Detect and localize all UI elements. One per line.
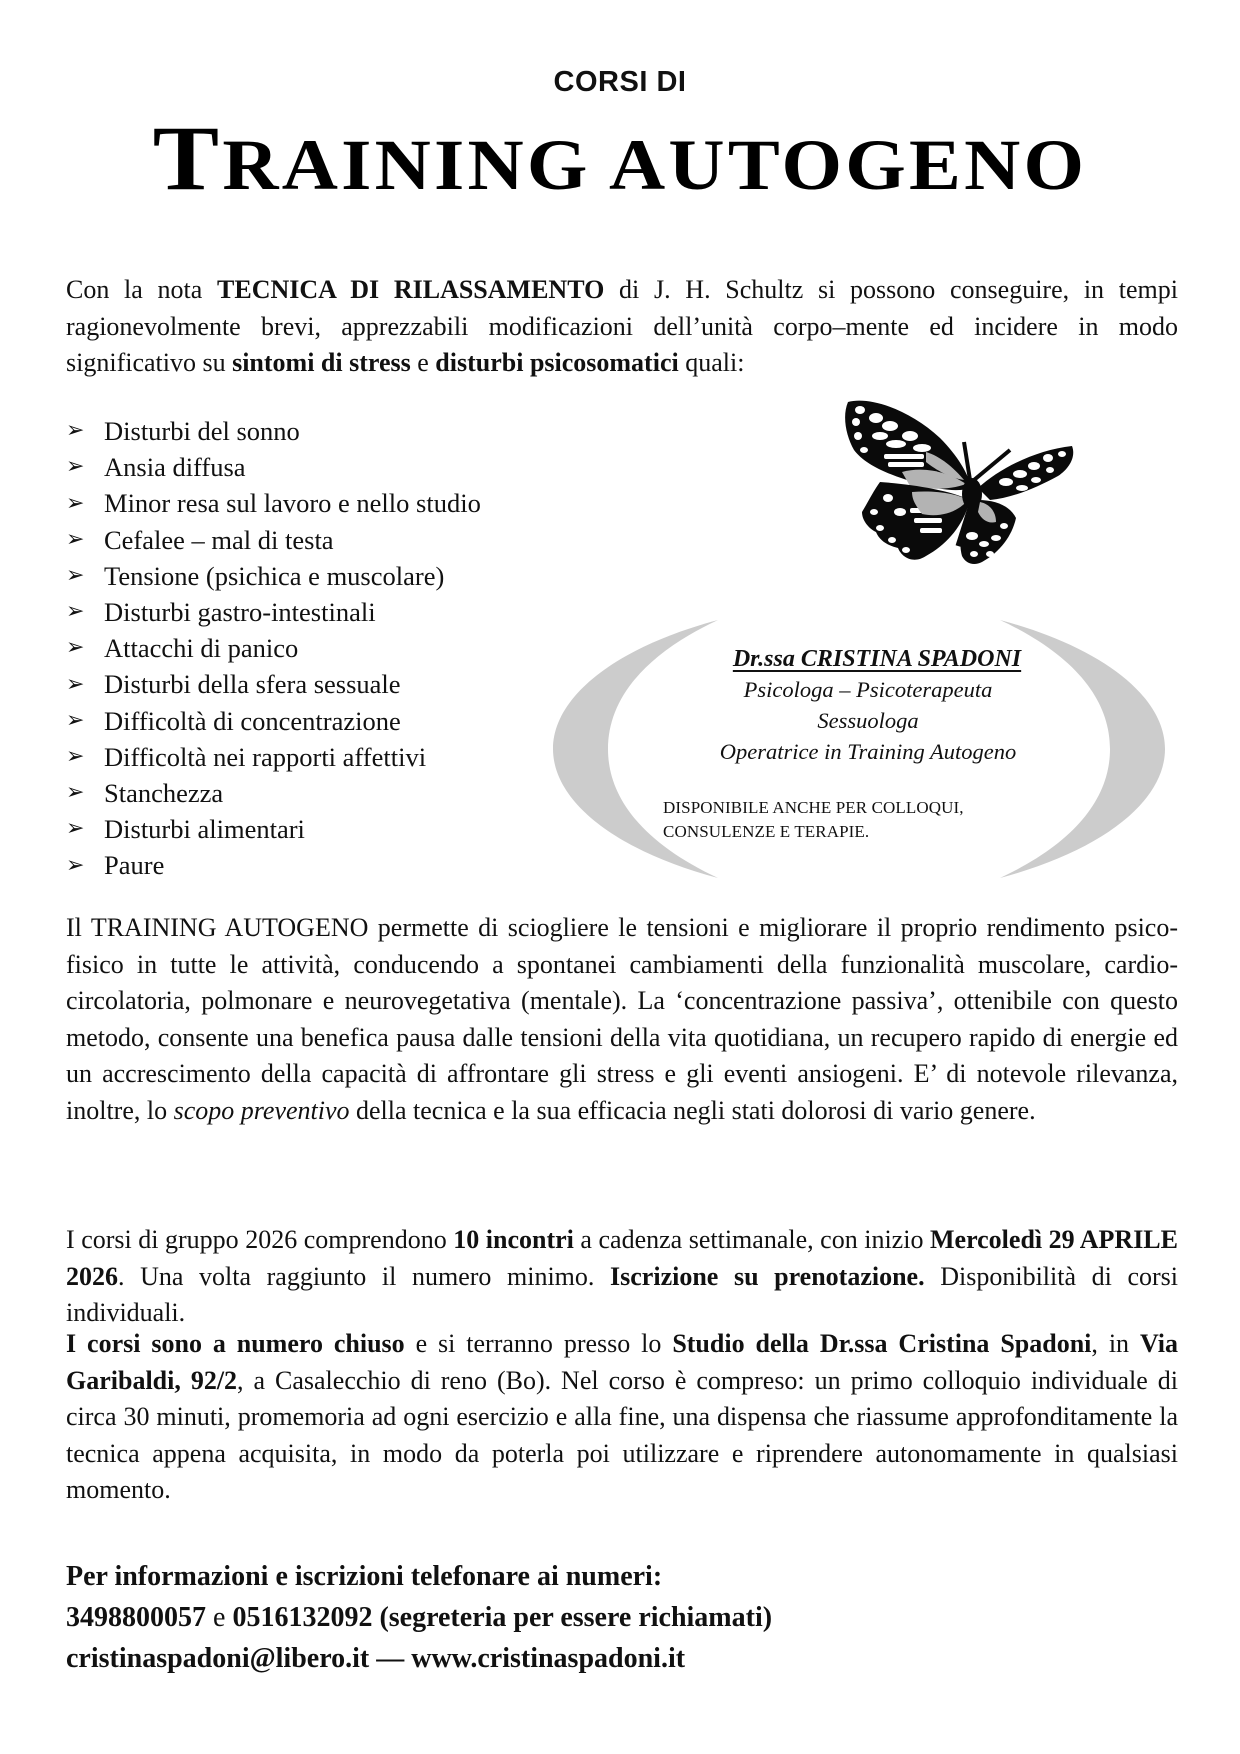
list-item-label: Minor resa sul lavoro e nello studio — [104, 488, 481, 519]
list-item-label: Disturbi della sfera sessuale — [104, 669, 401, 700]
body-text: a cadenza settimanale, con inizio — [573, 1225, 930, 1254]
symptom-list — [66, 413, 481, 884]
intro-emphasis-psychosomatic: disturbi psicosomatici — [435, 348, 679, 377]
title-initial: T — [152, 107, 223, 209]
list-item — [66, 703, 481, 739]
list-item — [66, 739, 481, 775]
list-item-label: Disturbi gastro-intestinali — [104, 597, 376, 628]
separator: — — [369, 1643, 412, 1674]
list-item — [66, 485, 481, 521]
contact-block — [66, 1556, 772, 1679]
arrowhead-bullet-icon: ➢ — [66, 852, 85, 878]
arrowhead-bullet-icon: ➢ — [66, 816, 85, 842]
list-item-label: Paure — [104, 850, 165, 881]
arrowhead-bullet-icon: ➢ — [66, 526, 85, 552]
booking-requirement: Iscrizione su prenotazione. — [610, 1261, 925, 1291]
list-item — [66, 811, 481, 847]
list-item-label: Cefalee – mal di testa — [104, 524, 334, 555]
list-item-label: Attacchi di panico — [104, 633, 299, 664]
arrowhead-bullet-icon: ➢ — [66, 671, 85, 697]
body-text: della tecnica e la sua efficacia negli stati dolorosi di vario genere. — [349, 1095, 1036, 1125]
intro-emphasis-technique: TECNICA DI RILASSAMENTO — [217, 275, 605, 304]
intro-paragraph — [66, 272, 1178, 382]
body-emphasis-preventive: scopo preventivo — [173, 1095, 350, 1125]
arrowhead-bullet-icon: ➢ — [66, 743, 85, 769]
arrowhead-bullet-icon: ➢ — [66, 562, 85, 588]
list-item — [66, 413, 481, 449]
list-item-label: Disturbi alimentari — [104, 814, 305, 845]
body-text: e si terranno presso lo — [404, 1329, 673, 1358]
body-text: , a Casalecchio di reno (Bo). Nel corso è compreso: un primo colloquio individuale di circa 30 minuti, promemoria ad ogni esercizio e alla fine, una dispensa che riassume approfonditamente la tecnica appena acquisita, in modo da poterla poi utilizzare e riprendere autonomamente in qualsiasi momento. — [66, 1365, 1178, 1504]
schedule-paragraph — [66, 1222, 1178, 1332]
start-date: Mercoledì 29 APRILE 2026 — [66, 1225, 1178, 1291]
arrowhead-bullet-icon: ➢ — [66, 599, 85, 625]
list-item-label: Ansia diffusa — [104, 452, 246, 483]
arrowhead-bullet-icon: ➢ — [66, 707, 85, 733]
studio-address: Via Garibaldi, 92/2 — [66, 1329, 1178, 1395]
butterfly-icon — [840, 396, 1080, 574]
intro-text: di J. H. Schultz si possono conseguire, in tempi ragionevolmente brevi, apprezzabili modificazioni dell’unità corpo–mente ed incidere in modo significativo su — [66, 275, 1178, 377]
arrowhead-bullet-icon: ➢ — [66, 490, 85, 516]
list-item — [66, 594, 481, 630]
body-text: Il TRAINING AUTOGENO permette di sciogliere le tensioni e migliorare il proprio rendimento psico-fisico in tutte le attività, conducendo a spontanei cambiamenti della funzionalità muscolare, cardio-circolatoria, polmonare e neurovegetativa (mentale). La ‘concentrazione passiva’, ottenibile con questo metodo, consente una benefica pausa dalle tensioni della vita quotidiana, un recupero rapido di energie ed un accrescimento della capacità di affrontare gli stress e gli eventi ansiogeni. E’ di notevole rilevanza, inoltre, lo — [66, 913, 1178, 1125]
therapist-card — [553, 618, 1165, 880]
availability-note — [663, 796, 1083, 844]
availability-note-line: DISPONIBILE ANCHE PER COLLOQUI, — [663, 798, 964, 817]
list-item-label: Disturbi del sonno — [104, 416, 300, 446]
therapist-specialty: Sessuologa — [817, 708, 919, 733]
therapist-role: Psicologa – Psicoterapeuta — [743, 677, 993, 702]
card-text — [553, 644, 1165, 767]
body-text: Disponibilità di corsi individuali. — [66, 1261, 1178, 1327]
title-part-2: AUTOGENO — [609, 125, 1088, 205]
list-item — [66, 666, 481, 702]
list-item-label: Difficoltà di concentrazione — [104, 705, 401, 736]
list-item — [66, 558, 481, 594]
page-title — [0, 107, 1240, 209]
intro-text: Con la nota — [66, 275, 218, 304]
body-text: I corsi di gruppo 2026 comprendono — [66, 1225, 454, 1254]
arrowhead-bullet-icon: ➢ — [66, 780, 85, 806]
list-item — [66, 847, 481, 883]
web-line — [66, 1638, 772, 1679]
therapist-qualification: Operatrice in Training Autogeno — [719, 739, 1017, 764]
intro-text: quali: — [678, 348, 745, 377]
studio-name: Studio della Dr.ssa Cristina Spadoni — [672, 1329, 1092, 1358]
kicker-heading: CORSI DI — [553, 66, 687, 98]
therapist-name: Dr.ssa CRISTINA SPADONI — [732, 646, 1022, 672]
list-item-label: Difficoltà nei rapporti affettivi — [104, 741, 427, 772]
list-item-label: Stanchezza — [104, 778, 224, 809]
location-paragraph — [66, 1326, 1178, 1509]
list-item — [66, 630, 481, 666]
list-item — [66, 449, 481, 485]
phone-line — [66, 1597, 772, 1638]
phone-conjunction: e — [206, 1602, 233, 1633]
website-link[interactable]: www.cristinaspadoni.it — [411, 1643, 686, 1674]
availability-note-line: CONSULENZE E TERAPIE. — [663, 822, 870, 841]
title-part-1: RAINING — [222, 125, 610, 205]
phone-link-landline[interactable]: 0516132092 — [232, 1602, 373, 1633]
meetings-count: 10 incontri — [453, 1225, 574, 1254]
arrowhead-bullet-icon: ➢ — [66, 635, 85, 661]
list-item — [66, 775, 481, 811]
intro-emphasis-stress: sintomi di stress — [232, 348, 411, 377]
contact-heading: Per informazioni e iscrizioni telefonare ai numeri: — [66, 1561, 663, 1592]
phone-note: (segreteria per essere richiamati) — [372, 1602, 773, 1633]
body-text: , in — [1091, 1329, 1140, 1358]
body-text: . Una volta raggiunto il numero minimo. — [118, 1261, 611, 1291]
phone-link-mobile[interactable]: 3498800057 — [66, 1602, 206, 1633]
arrowhead-bullet-icon: ➢ — [66, 418, 85, 444]
description-paragraph — [66, 910, 1178, 1129]
intro-text: e — [410, 348, 436, 377]
email-link[interactable]: cristinaspadoni@libero.it — [66, 1643, 370, 1674]
list-item-label: Tensione (psichica e muscolare) — [104, 560, 445, 591]
list-item — [66, 522, 481, 558]
limited-places-note: I corsi sono a numero chiuso — [66, 1329, 405, 1358]
arrowhead-bullet-icon: ➢ — [66, 454, 85, 480]
